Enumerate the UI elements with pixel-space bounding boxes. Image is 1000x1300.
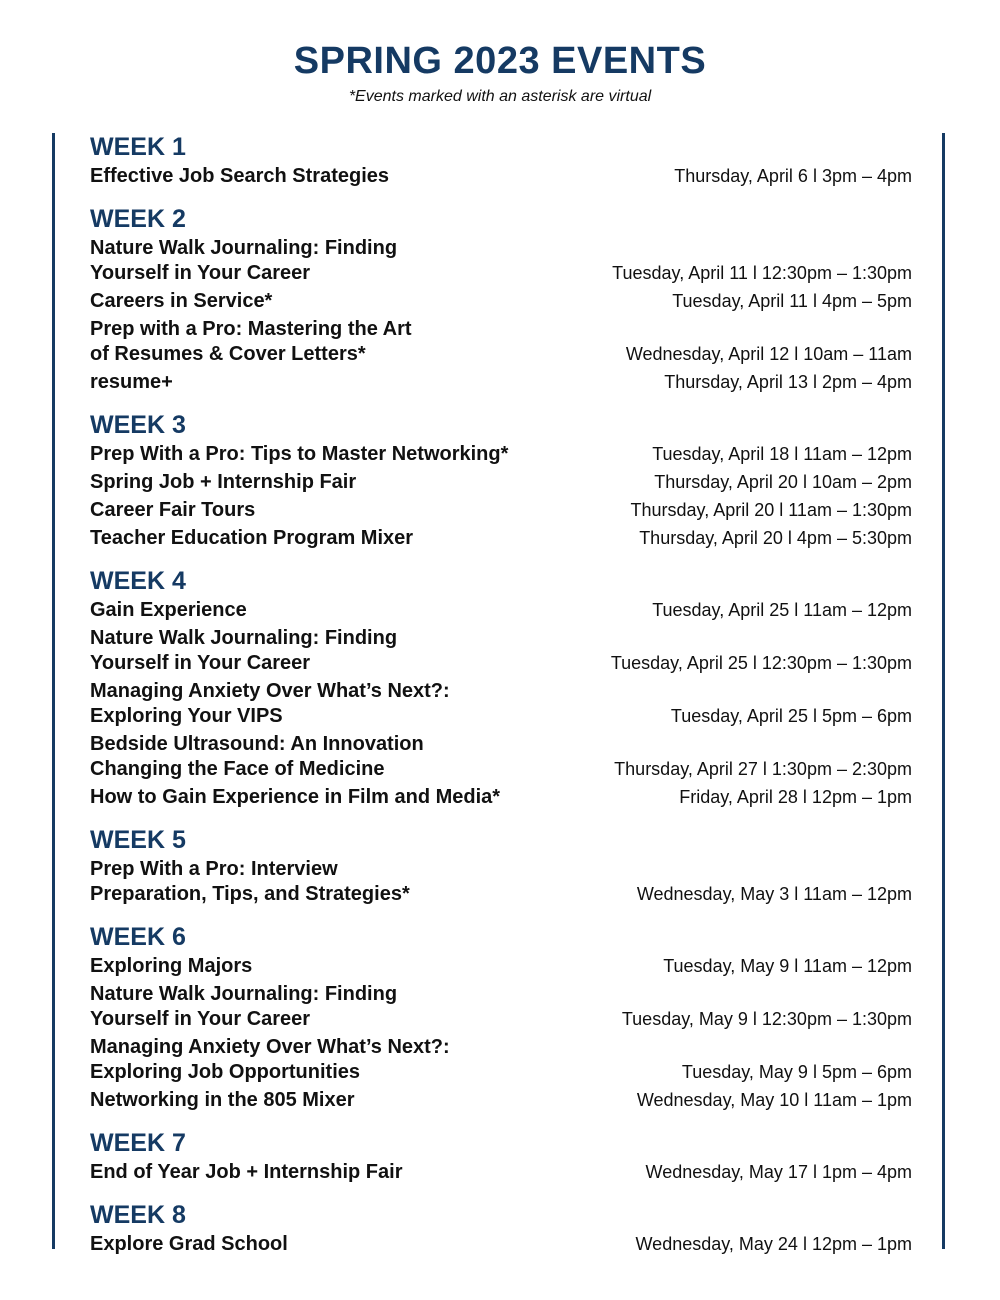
event-name [90,954,252,979]
event-name-line: Yourself in Your Career [90,262,311,284]
week-gap [90,1116,912,1126]
event-name [90,498,255,523]
event-name [90,1088,355,1113]
event-name [90,785,500,810]
event-row [90,982,912,1032]
event-datetime: Wednesday, May 10 l 11am – 1pm [636,1090,912,1110]
event-datetime: Tuesday, April 11 l 4pm – 5pm [672,291,912,311]
event-name [90,470,356,495]
left-border-rule [52,133,55,1249]
week-gap [90,192,912,202]
event-name-line: Bedside Ultrasound: An Innovation [90,733,424,755]
event-name-line: Nature Walk Journaling: Finding [90,627,398,649]
event-row [90,526,912,551]
event-name-line: Exploring Your VIPS [90,705,283,727]
event-name [90,982,397,1032]
event-schedule [90,130,912,1260]
event-name-line: Effective Job Search Strategies [90,165,390,187]
event-name [90,679,450,729]
event-row [90,598,912,623]
event-row [90,370,912,395]
event-datetime: Wednesday, May 17 l 1pm – 4pm [645,1162,912,1182]
week-heading: WEEK 4 [90,567,186,595]
event-name-line: Managing Anxiety Over What’s Next?: [90,1036,450,1058]
event-name-line: How to Gain Experience in Film and Media* [90,786,501,808]
event-name-line: Spring Job + Internship Fair [90,471,357,493]
event-name-line: Prep With a Pro: Interview [90,858,338,880]
week-gap [90,1188,912,1198]
week-heading: WEEK 8 [90,1201,186,1229]
event-name [90,732,424,782]
event-datetime: Tuesday, May 9 l 5pm – 6pm [681,1062,912,1082]
event-datetime: Tuesday, April 11 l 12:30pm – 1:30pm [612,263,912,283]
event-datetime: Wednesday, May 3 l 11am – 12pm [636,884,912,904]
event-datetime: Friday, April 28 l 12pm – 1pm [679,787,912,807]
event-name [90,289,272,314]
event-datetime: Thursday, April 20 l 11am – 1:30pm [630,500,912,520]
event-name [90,857,410,907]
event-row [90,732,912,782]
week-gap [90,910,912,920]
event-name-line: of Resumes & Cover Letters* [90,343,366,365]
page-title: SPRING 2023 EVENTS [293,40,707,82]
event-name [90,1232,288,1257]
week-heading: WEEK 3 [90,411,186,439]
event-name-line: Nature Walk Journaling: Finding [90,237,398,259]
event-name [90,1160,402,1185]
event-datetime: Thursday, April 13 l 2pm – 4pm [664,372,912,392]
event-row [90,498,912,523]
week-gap [90,554,912,564]
event-name [90,1035,450,1085]
event-name-line: Yourself in Your Career [90,1008,311,1030]
event-row [90,954,912,979]
event-name-line: Yourself in Your Career [90,652,311,674]
event-datetime: Thursday, April 20 l 4pm – 5:30pm [639,528,912,548]
event-row [90,679,912,729]
week-heading: WEEK 1 [90,133,186,161]
event-name-line: Career Fair Tours [90,499,256,521]
event-datetime: Wednesday, April 12 l 10am – 11am [625,344,912,364]
virtual-note: *Events marked with an asterisk are virtual [348,88,652,105]
event-name-line: Preparation, Tips, and Strategies* [90,883,410,905]
event-row [90,1035,912,1085]
right-border-rule [942,133,945,1249]
event-row [90,470,912,495]
event-datetime: Tuesday, April 18 l 11am – 12pm [652,444,912,464]
week-heading: WEEK 6 [90,923,186,951]
event-row [90,164,912,189]
event-row [90,785,912,810]
event-row [90,1088,912,1113]
event-name [90,164,389,189]
event-datetime: Thursday, April 20 l 10am – 2pm [654,472,912,492]
event-name-line: Careers in Service* [90,290,273,312]
event-datetime: Tuesday, May 9 l 11am – 12pm [663,956,912,976]
event-name-line: Exploring Job Opportunities [90,1061,360,1083]
event-name [90,317,412,367]
event-datetime: Thursday, April 6 l 3pm – 4pm [674,166,912,186]
event-row [90,317,912,367]
event-name-line: Prep With a Pro: Tips to Master Networking* [90,443,509,465]
event-datetime: Wednesday, May 24 l 12pm – 1pm [635,1234,912,1254]
week-gap [90,398,912,408]
event-row [90,857,912,907]
event-name [90,442,508,467]
event-datetime: Tuesday, April 25 l 12:30pm – 1:30pm [610,653,912,673]
event-row [90,289,912,314]
event-row [90,1232,912,1257]
event-name-line: Networking in the 805 Mixer [90,1089,355,1111]
event-name-line: Exploring Majors [90,955,253,977]
event-name-line: Teacher Education Program Mixer [90,527,414,549]
event-row [90,236,912,286]
event-row [90,442,912,467]
week-heading: WEEK 2 [90,205,186,233]
event-row [90,626,912,676]
event-name-line: Managing Anxiety Over What’s Next?: [90,680,450,702]
event-name-line: End of Year Job + Internship Fair [90,1161,403,1183]
event-name-line: Nature Walk Journaling: Finding [90,983,398,1005]
event-datetime: Tuesday, April 25 l 5pm – 6pm [670,706,912,726]
week-heading: WEEK 7 [90,1129,186,1157]
event-name-line: Explore Grad School [90,1233,288,1255]
event-name [90,370,173,395]
week-heading: WEEK 5 [90,826,186,854]
event-name [90,236,397,286]
event-name [90,598,247,623]
event-name-line: Changing the Face of Medicine [90,758,385,780]
event-name-line: Gain Experience [90,599,247,621]
event-name-line: Prep with a Pro: Mastering the Art [90,318,412,340]
week-gap [90,813,912,823]
event-datetime: Tuesday, April 25 l 11am – 12pm [652,600,912,620]
event-row [90,1160,912,1185]
event-name-line: resume+ [90,371,173,393]
event-name [90,526,413,551]
event-datetime: Thursday, April 27 l 1:30pm – 2:30pm [614,759,912,779]
event-datetime: Tuesday, May 9 l 12:30pm – 1:30pm [621,1009,912,1029]
event-name [90,626,397,676]
